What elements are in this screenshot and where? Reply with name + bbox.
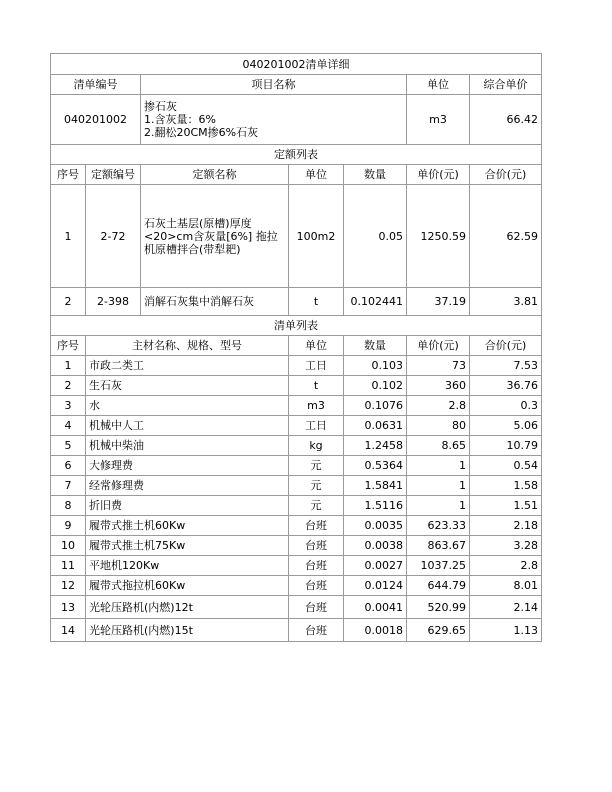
material-unit-price: 1037.25 bbox=[407, 556, 470, 576]
material-unit: 台班 bbox=[289, 536, 344, 556]
material-qty: 0.0124 bbox=[344, 576, 407, 596]
material-row bbox=[51, 476, 542, 496]
quota-header-total: 合价(元) bbox=[470, 165, 542, 185]
quota-header-qty: 数量 bbox=[344, 165, 407, 185]
material-row bbox=[51, 536, 542, 556]
material-seq: 7 bbox=[51, 476, 86, 496]
material-row bbox=[51, 396, 542, 416]
material-unit: 台班 bbox=[289, 596, 344, 619]
quota-header-code: 定额编号 bbox=[86, 165, 141, 185]
material-qty: 0.0041 bbox=[344, 596, 407, 619]
material-seq: 13 bbox=[51, 596, 86, 619]
material-qty: 0.5364 bbox=[344, 456, 407, 476]
header-unit: 单位 bbox=[407, 75, 470, 95]
material-qty: 0.0035 bbox=[344, 516, 407, 536]
material-unit: kg bbox=[289, 436, 344, 456]
material-total: 10.79 bbox=[470, 436, 542, 456]
material-unit: 元 bbox=[289, 456, 344, 476]
table-title: 040201002清单详细 bbox=[51, 54, 542, 75]
quota-header-seq: 序号 bbox=[51, 165, 86, 185]
quota-unit: 100m2 bbox=[289, 185, 344, 288]
material-seq: 14 bbox=[51, 619, 86, 642]
material-name: 履带式拖拉机60Kw bbox=[86, 576, 289, 596]
material-name: 光轮压路机(内燃)12t bbox=[86, 596, 289, 619]
material-seq: 5 bbox=[51, 436, 86, 456]
material-seq: 4 bbox=[51, 416, 86, 436]
materials-header-name: 主材名称、规格、型号 bbox=[86, 336, 289, 356]
material-name: 折旧费 bbox=[86, 496, 289, 516]
material-seq: 12 bbox=[51, 576, 86, 596]
quota-header-row bbox=[51, 165, 542, 185]
material-unit-price: 2.8 bbox=[407, 396, 470, 416]
material-row bbox=[51, 496, 542, 516]
materials-section-title: 清单列表 bbox=[51, 316, 542, 336]
material-qty: 0.0038 bbox=[344, 536, 407, 556]
material-total: 1.58 bbox=[470, 476, 542, 496]
material-qty: 0.103 bbox=[344, 356, 407, 376]
material-qty: 1.5116 bbox=[344, 496, 407, 516]
material-unit: 台班 bbox=[289, 556, 344, 576]
quota-name: 消解石灰集中消解石灰 bbox=[141, 288, 289, 316]
material-seq: 1 bbox=[51, 356, 86, 376]
material-unit: 元 bbox=[289, 496, 344, 516]
material-name: 市政二类工 bbox=[86, 356, 289, 376]
material-total: 0.54 bbox=[470, 456, 542, 476]
quota-name: 石灰土基层(原槽)厚度<20>cm含灰量[6%] 拖拉机原槽拌合(带犁耙) bbox=[141, 185, 289, 288]
material-name: 水 bbox=[86, 396, 289, 416]
materials-header-total: 合价(元) bbox=[470, 336, 542, 356]
material-unit-price: 1 bbox=[407, 496, 470, 516]
item-code: 040201002 bbox=[51, 95, 141, 145]
material-unit-price: 360 bbox=[407, 376, 470, 396]
material-unit-price: 1 bbox=[407, 456, 470, 476]
item-price: 66.42 bbox=[470, 95, 542, 145]
material-unit-price: 623.33 bbox=[407, 516, 470, 536]
quota-header-unit: 单位 bbox=[289, 165, 344, 185]
quota-unit-price: 1250.59 bbox=[407, 185, 470, 288]
material-total: 2.8 bbox=[470, 556, 542, 576]
materials-header-row bbox=[51, 336, 542, 356]
material-total: 2.14 bbox=[470, 596, 542, 619]
material-total: 0.3 bbox=[470, 396, 542, 416]
material-seq: 8 bbox=[51, 496, 86, 516]
material-row bbox=[51, 356, 542, 376]
material-unit-price: 629.65 bbox=[407, 619, 470, 642]
material-row bbox=[51, 619, 542, 642]
materials-header-unit: 单位 bbox=[289, 336, 344, 356]
material-total: 1.13 bbox=[470, 619, 542, 642]
quota-code: 2-398 bbox=[86, 288, 141, 316]
material-qty: 0.102 bbox=[344, 376, 407, 396]
material-unit: 元 bbox=[289, 476, 344, 496]
quota-total: 62.59 bbox=[470, 185, 542, 288]
material-qty: 0.1076 bbox=[344, 396, 407, 416]
material-name: 光轮压路机(内燃)15t bbox=[86, 619, 289, 642]
material-name: 平地机120Kw bbox=[86, 556, 289, 576]
quota-seq: 2 bbox=[51, 288, 86, 316]
material-unit-price: 520.99 bbox=[407, 596, 470, 619]
material-total: 1.51 bbox=[470, 496, 542, 516]
material-unit: 工日 bbox=[289, 416, 344, 436]
material-unit-price: 644.79 bbox=[407, 576, 470, 596]
material-qty: 1.2458 bbox=[344, 436, 407, 456]
material-name: 大修理费 bbox=[86, 456, 289, 476]
quota-row bbox=[51, 185, 542, 288]
quota-header-name: 定额名称 bbox=[141, 165, 289, 185]
material-total: 3.28 bbox=[470, 536, 542, 556]
material-unit: 台班 bbox=[289, 576, 344, 596]
material-qty: 0.0631 bbox=[344, 416, 407, 436]
quota-unit-price: 37.19 bbox=[407, 288, 470, 316]
material-seq: 6 bbox=[51, 456, 86, 476]
material-row bbox=[51, 576, 542, 596]
material-row bbox=[51, 376, 542, 396]
material-name: 生石灰 bbox=[86, 376, 289, 396]
material-row bbox=[51, 556, 542, 576]
header-code: 清单编号 bbox=[51, 75, 141, 95]
material-unit: 工日 bbox=[289, 356, 344, 376]
material-total: 8.01 bbox=[470, 576, 542, 596]
material-unit: 台班 bbox=[289, 619, 344, 642]
materials-header-qty: 数量 bbox=[344, 336, 407, 356]
item-description: 掺石灰 1.含灰量：6% 2.翻松20CM掺6%石灰 bbox=[141, 95, 407, 145]
material-total: 5.06 bbox=[470, 416, 542, 436]
material-unit: 台班 bbox=[289, 516, 344, 536]
material-name: 履带式推土机60Kw bbox=[86, 516, 289, 536]
material-seq: 2 bbox=[51, 376, 86, 396]
material-seq: 9 bbox=[51, 516, 86, 536]
material-row bbox=[51, 416, 542, 436]
material-unit-price: 1 bbox=[407, 476, 470, 496]
quota-section-title: 定额列表 bbox=[51, 145, 542, 165]
material-total: 2.18 bbox=[470, 516, 542, 536]
material-name: 机械中人工 bbox=[86, 416, 289, 436]
materials-header-seq: 序号 bbox=[51, 336, 86, 356]
header-price: 综合单价 bbox=[470, 75, 542, 95]
material-unit: m3 bbox=[289, 396, 344, 416]
quota-seq: 1 bbox=[51, 185, 86, 288]
material-qty: 0.0027 bbox=[344, 556, 407, 576]
material-name: 机械中柴油 bbox=[86, 436, 289, 456]
material-row bbox=[51, 436, 542, 456]
quota-unit: t bbox=[289, 288, 344, 316]
material-name: 履带式推土机75Kw bbox=[86, 536, 289, 556]
material-row bbox=[51, 596, 542, 619]
material-qty: 0.0018 bbox=[344, 619, 407, 642]
material-total: 36.76 bbox=[470, 376, 542, 396]
bill-detail-table bbox=[50, 53, 542, 642]
material-row bbox=[51, 516, 542, 536]
material-seq: 10 bbox=[51, 536, 86, 556]
material-seq: 11 bbox=[51, 556, 86, 576]
material-seq: 3 bbox=[51, 396, 86, 416]
item-unit: m3 bbox=[407, 95, 470, 145]
material-unit-price: 863.67 bbox=[407, 536, 470, 556]
quota-qty: 0.102441 bbox=[344, 288, 407, 316]
material-unit-price: 73 bbox=[407, 356, 470, 376]
material-unit: t bbox=[289, 376, 344, 396]
quota-qty: 0.05 bbox=[344, 185, 407, 288]
header-name: 项目名称 bbox=[141, 75, 407, 95]
material-unit-price: 8.65 bbox=[407, 436, 470, 456]
materials-header-unit-price: 单价(元) bbox=[407, 336, 470, 356]
quota-row bbox=[51, 288, 542, 316]
quota-code: 2-72 bbox=[86, 185, 141, 288]
quota-total: 3.81 bbox=[470, 288, 542, 316]
material-qty: 1.5841 bbox=[344, 476, 407, 496]
material-unit-price: 80 bbox=[407, 416, 470, 436]
quota-header-unit-price: 单价(元) bbox=[407, 165, 470, 185]
material-row bbox=[51, 456, 542, 476]
material-total: 7.53 bbox=[470, 356, 542, 376]
material-name: 经常修理费 bbox=[86, 476, 289, 496]
